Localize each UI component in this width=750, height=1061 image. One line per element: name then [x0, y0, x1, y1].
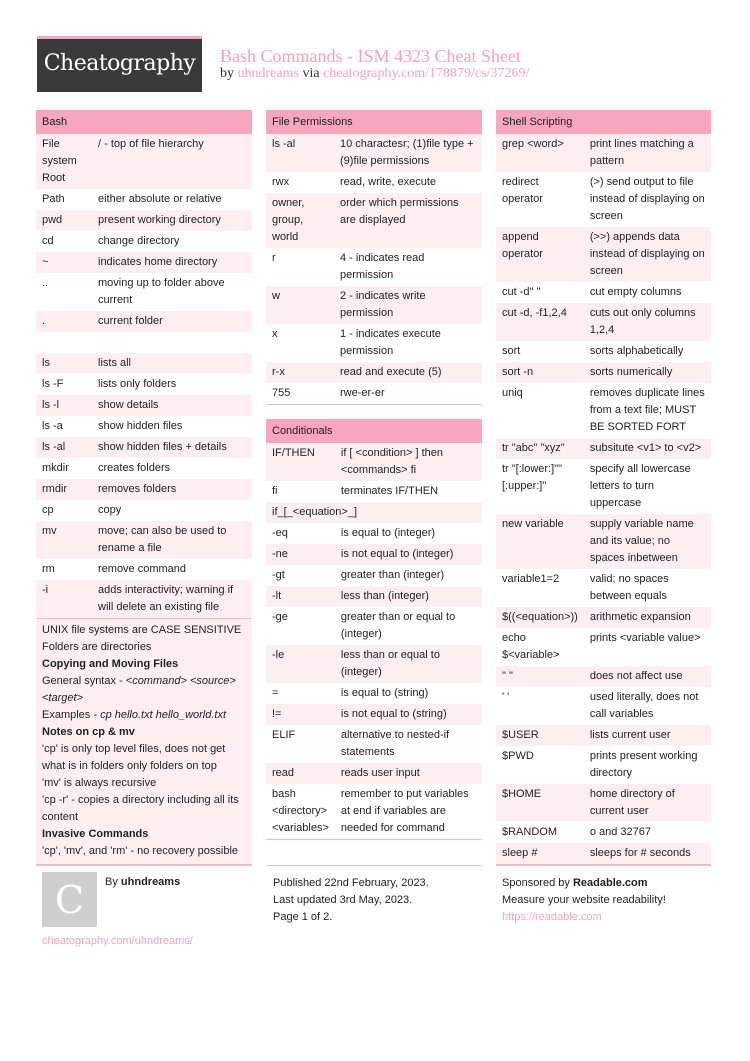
table-row: [266, 193, 482, 248]
by-word: by: [220, 66, 234, 81]
description-cell: is not equal to (integer): [335, 544, 482, 565]
logo-text: Cheatography: [43, 51, 196, 76]
section-heading: Conditionals: [266, 419, 482, 443]
avatar-letter: C: [54, 878, 85, 922]
via-word: via: [302, 66, 320, 81]
description-cell: rwe-er-er: [340, 387, 385, 399]
table-row: [266, 544, 482, 565]
command-cell: rwx: [272, 176, 290, 188]
description-cell: 1 - indicates execute permission: [340, 328, 441, 357]
description-cell: [92, 332, 252, 353]
description-cell: is not equal to (string): [335, 704, 482, 725]
section-conditionals: [266, 419, 482, 840]
table-row: [496, 438, 711, 459]
command-cell: .: [36, 311, 92, 332]
table-row: [266, 725, 482, 763]
command-cell: w: [266, 286, 334, 324]
command-cell: cut -d" ": [502, 286, 541, 298]
table-row: [496, 607, 711, 628]
table-row: [36, 252, 252, 273]
description-cell: move; can also be used to rename a file: [92, 521, 252, 559]
table-row: [266, 362, 482, 383]
column-3: [496, 110, 711, 873]
table-row: [266, 248, 482, 286]
bash-notes: [36, 618, 252, 864]
table-row: [266, 683, 482, 704]
command-cell: read: [266, 763, 335, 784]
description-cell: specify all lowercase letters to turn uppercase: [589, 463, 691, 509]
description-cell: change directory: [98, 235, 180, 247]
table-row: [36, 580, 252, 618]
command-cell: ~: [36, 252, 92, 273]
table-row: [496, 341, 711, 362]
command-cell: x: [272, 328, 278, 340]
table-row: [496, 725, 711, 746]
profile-link[interactable]: cheatography.com/uhndreams/: [42, 935, 193, 947]
command-cell: -i: [36, 580, 92, 618]
command-cell: 755: [272, 387, 291, 399]
command-cell: ls -a: [42, 420, 63, 432]
description-cell: home directory of current user: [584, 784, 711, 822]
table-row: [496, 134, 711, 172]
table-row: [496, 628, 711, 666]
column-1: [36, 110, 252, 873]
published-date: Published 22nd February, 2023.: [273, 877, 429, 889]
command-cell: $USER: [496, 725, 584, 746]
command-cell: pwd: [36, 210, 92, 231]
description-cell: indicates home directory: [92, 252, 252, 273]
description-cell: sleeps for # seconds: [584, 843, 711, 864]
command-cell: ELIF: [272, 729, 296, 741]
syntax-value: <command> <source> <target>: [42, 675, 236, 704]
note-text: 'cp', 'mv', and 'rm' - no recovery possible: [42, 845, 239, 857]
table-row: [36, 311, 252, 332]
table-row: [266, 565, 482, 586]
table-row: [496, 282, 711, 303]
command-cell: $PWD: [502, 750, 534, 762]
description-cell: terminates IF/THEN: [340, 485, 439, 497]
description-cell: moving up to folder above current: [98, 277, 225, 306]
command-cell: tr "[:lower:]""[:upper:]": [502, 463, 563, 492]
logo[interactable]: [37, 36, 202, 92]
command-cell: -lt: [266, 586, 335, 607]
command-cell: IF/THEN: [266, 443, 335, 481]
description-cell: lists only folders: [98, 378, 177, 390]
section-heading: File Permissions: [266, 110, 482, 134]
description-cell: remove command: [98, 563, 187, 575]
sponsor-tagline: Measure your website readability!: [502, 894, 666, 906]
command-cell: grep <word>: [496, 134, 584, 172]
table-row: [36, 353, 252, 374]
command-cell: owner, group, world: [266, 193, 334, 248]
note-text: [42, 707, 246, 724]
publish-info: [273, 875, 429, 926]
table-row: [36, 134, 252, 189]
command-cell: r-x: [266, 362, 334, 383]
description-cell: read, write, execute: [340, 176, 436, 188]
description-cell: present working directory: [92, 210, 252, 231]
description-cell: prints present working directory: [589, 750, 698, 779]
description-cell: sorts alphabetically: [589, 345, 684, 357]
command-cell: sort -n: [496, 362, 584, 383]
description-cell: removes duplicate lines from a text file; MUST BE SORTED FORT: [589, 387, 705, 433]
description-cell: greater than or equal to (integer): [340, 611, 456, 640]
note-text: 'mv' is always recursive: [42, 777, 157, 789]
command-cell: bash <directory> <variables>: [272, 788, 329, 834]
page-title: Bash Commands - ISM 4323 Cheat Sheet: [220, 46, 521, 66]
description-cell: reads user input: [335, 763, 482, 784]
table-row: [36, 374, 252, 395]
table-row: [496, 666, 711, 687]
table-row: [36, 437, 252, 458]
table-row: [36, 521, 252, 559]
updated-date: Last updated 3rd May, 2023.: [273, 894, 413, 906]
footer-author-name[interactable]: uhndreams: [120, 876, 181, 888]
note-text: UNIX file systems are CASE SENSITIVE: [42, 624, 242, 636]
command-cell: " ": [496, 666, 584, 687]
command-cell: [36, 332, 92, 353]
command-cell: ls -al: [36, 437, 92, 458]
note-text: [42, 673, 246, 707]
table-row: [266, 443, 482, 481]
command-cell: !=: [266, 704, 335, 725]
description-cell: print lines matching a pattern: [584, 134, 711, 172]
table-row: [36, 210, 252, 231]
page-number: Page 1 of 2.: [273, 911, 333, 923]
command-cell: ..: [42, 277, 49, 289]
description-cell: arithmetic expansion: [584, 607, 711, 628]
command-cell: Path: [42, 193, 65, 205]
command-cell: ls -l: [36, 395, 92, 416]
command-cell: mkdir: [42, 462, 69, 474]
section-file-permissions: [266, 110, 482, 405]
description-cell: show details: [92, 395, 252, 416]
command-cell: ' ': [502, 691, 510, 703]
table-row: [266, 645, 482, 683]
description-cell: cut empty columns: [589, 286, 682, 298]
note-heading: Copying and Moving Files: [42, 658, 179, 670]
command-cell: $((<equation>)): [496, 607, 584, 628]
description-cell: is equal to (string): [340, 687, 429, 699]
command-cell: ls: [36, 353, 92, 374]
table-row: [36, 559, 252, 580]
table-row: [36, 479, 252, 500]
section-shell-scripting: [496, 110, 711, 865]
description-cell: read and execute (5): [334, 362, 482, 383]
note-text: 'cp' is only top level files, does not get what is in folders only folders on top: [42, 743, 226, 772]
table-row: [266, 586, 482, 607]
command-cell: r: [272, 252, 276, 264]
description-cell: is equal to (integer): [340, 527, 436, 539]
command-cell: ls -F: [42, 378, 64, 390]
table-row: [266, 763, 482, 784]
table-row: [266, 523, 482, 544]
table-row: [266, 324, 482, 362]
description-cell: greater than (integer): [340, 569, 445, 581]
table-row: [496, 687, 711, 725]
description-cell: lists all: [92, 353, 252, 374]
description-cell: copy: [98, 504, 122, 516]
command-cell: sleep #: [496, 843, 584, 864]
column-2: [266, 110, 482, 848]
command-cell: variable1=2: [502, 573, 560, 585]
command-cell: -gt: [272, 569, 285, 581]
description-cell: less than or equal to (integer): [335, 645, 482, 683]
section-heading: Bash: [36, 110, 252, 134]
sponsor-line: [502, 875, 666, 892]
note-text: Folders are directories: [42, 641, 152, 653]
command-cell: fi: [272, 485, 278, 497]
footer-divider: [496, 865, 711, 866]
command-cell: -ge: [272, 611, 288, 623]
description-cell: prints <variable value>: [589, 632, 701, 644]
sponsor-link[interactable]: https://readable.com: [502, 911, 602, 923]
command-cell: cut -d, -f1,2,4: [496, 303, 584, 341]
footer-author: [105, 876, 180, 888]
description-cell: creates folders: [98, 462, 171, 474]
description-cell: sorts numerically: [584, 362, 711, 383]
description-cell: if [ <condition> ] then <commands> fi: [335, 443, 482, 481]
command-cell: -eq: [272, 527, 288, 539]
table-row: [266, 134, 482, 172]
table-row: [36, 500, 252, 521]
command-cell: sort: [502, 345, 521, 357]
table-row: [266, 481, 482, 502]
command-cell: redirect operator: [502, 176, 543, 205]
description-cell: 10 charactesr; (1)file type + (9)file permissions: [334, 134, 482, 172]
command-cell: echo $<variable>: [502, 632, 560, 661]
command-cell: append operator: [496, 227, 584, 282]
note-heading: Notes on cp & mv: [42, 726, 135, 738]
description-cell: subsitute <v1> to <v2>: [584, 438, 711, 459]
table-row: [266, 172, 482, 193]
section-bash: [36, 110, 252, 865]
table-row: [496, 784, 711, 822]
description-cell: remember to put variables at end if variables are needed for command: [340, 788, 469, 834]
table-row: [36, 416, 252, 437]
description-cell: / - top of file hierarchy: [92, 134, 252, 189]
table-row: [36, 395, 252, 416]
command-cell: rmdir: [36, 479, 92, 500]
description-cell: 2 - indicates write permission: [334, 286, 482, 324]
table-row: [266, 784, 482, 839]
table-row: [266, 704, 482, 725]
table-row: [266, 502, 482, 523]
description-cell: cuts out only columns 1,2,4: [584, 303, 711, 341]
sponsor-info: [502, 875, 666, 926]
command-cell: rm: [42, 563, 55, 575]
table-row: [496, 227, 711, 282]
table-row: [36, 332, 252, 353]
command-cell: =: [272, 687, 279, 699]
description-cell: current folder: [92, 311, 252, 332]
author-link[interactable]: uhndreams: [237, 66, 299, 81]
syntax-prefix: General syntax -: [42, 675, 126, 687]
by-word: By: [105, 876, 118, 888]
note-heading: Invasive Commands: [42, 828, 149, 840]
table-row: [496, 303, 711, 341]
sponsor-prefix: Sponsored by: [502, 877, 570, 889]
examples-prefix: Examples -: [42, 709, 101, 721]
table-row: [496, 843, 711, 864]
examples-value: cp hello.txt hello_world.txt: [100, 709, 227, 721]
table-row: [496, 746, 711, 784]
table-row: [266, 286, 482, 324]
command-cell: cd: [42, 235, 54, 247]
avatar[interactable]: [42, 872, 97, 927]
description-cell: alternative to nested-if statements: [340, 729, 450, 758]
command-cell: mv: [36, 521, 92, 559]
command-cell: -le: [266, 645, 335, 683]
description-cell: (>>) appends data instead of displaying on screen: [584, 227, 711, 282]
command-cell: $HOME: [496, 784, 584, 822]
description-cell: less than (integer): [335, 586, 482, 607]
description-cell: show hidden files + details: [92, 437, 252, 458]
description-cell: either absolute or relative: [98, 193, 222, 205]
description-cell: supply variable name and its value; no spaces inbetween: [584, 514, 711, 569]
description-cell: lists current user: [584, 725, 711, 746]
description-cell: removes folders: [92, 479, 252, 500]
byline: [220, 66, 529, 82]
note-text: 'cp -r' - copies a directory including all its content: [42, 794, 239, 823]
section-heading: Shell Scripting: [496, 110, 711, 134]
table-row: [36, 189, 252, 210]
table-row: [496, 383, 711, 438]
description-cell: (>) send output to file instead of displaying on screen: [589, 176, 705, 222]
row-label: if_[_<equation>_]: [266, 502, 482, 523]
command-cell: cp: [42, 504, 54, 516]
table-row: [496, 459, 711, 514]
command-cell: -ne: [266, 544, 335, 565]
command-cell: ls -al: [266, 134, 334, 172]
table-row: [36, 458, 252, 479]
command-cell: $RANDOM: [502, 826, 558, 838]
description-cell: valid; no spaces between equals: [589, 573, 669, 602]
table-row: [496, 569, 711, 607]
command-cell: new variable: [496, 514, 584, 569]
table-row: [496, 362, 711, 383]
command-cell: File system Root: [36, 134, 92, 189]
description-cell: used literally, does not call variables: [589, 691, 699, 720]
table-row: [496, 172, 711, 227]
description-cell: o and 32767: [589, 826, 651, 838]
table-row: [36, 273, 252, 311]
table-row: [36, 231, 252, 252]
table-row: [496, 822, 711, 843]
command-cell: tr "abc" "xyz": [496, 438, 584, 459]
command-cell: uniq: [502, 387, 523, 399]
table-row: [266, 383, 482, 404]
sheet-url-link[interactable]: cheatography.com/178879/cs/37269/: [323, 66, 530, 81]
description-cell: does not affect use: [584, 666, 711, 687]
sponsor-name: Readable.com: [572, 877, 648, 889]
table-row: [496, 514, 711, 569]
description-cell: adds interactivity; warning if will delete an existing file: [92, 580, 252, 618]
description-cell: order which permissions are displayed: [334, 193, 482, 248]
table-row: [266, 607, 482, 645]
footer-divider: [36, 865, 252, 866]
footer-divider: [266, 865, 482, 866]
description-cell: 4 - indicates read permission: [340, 252, 425, 281]
description-cell: show hidden files: [98, 420, 183, 432]
